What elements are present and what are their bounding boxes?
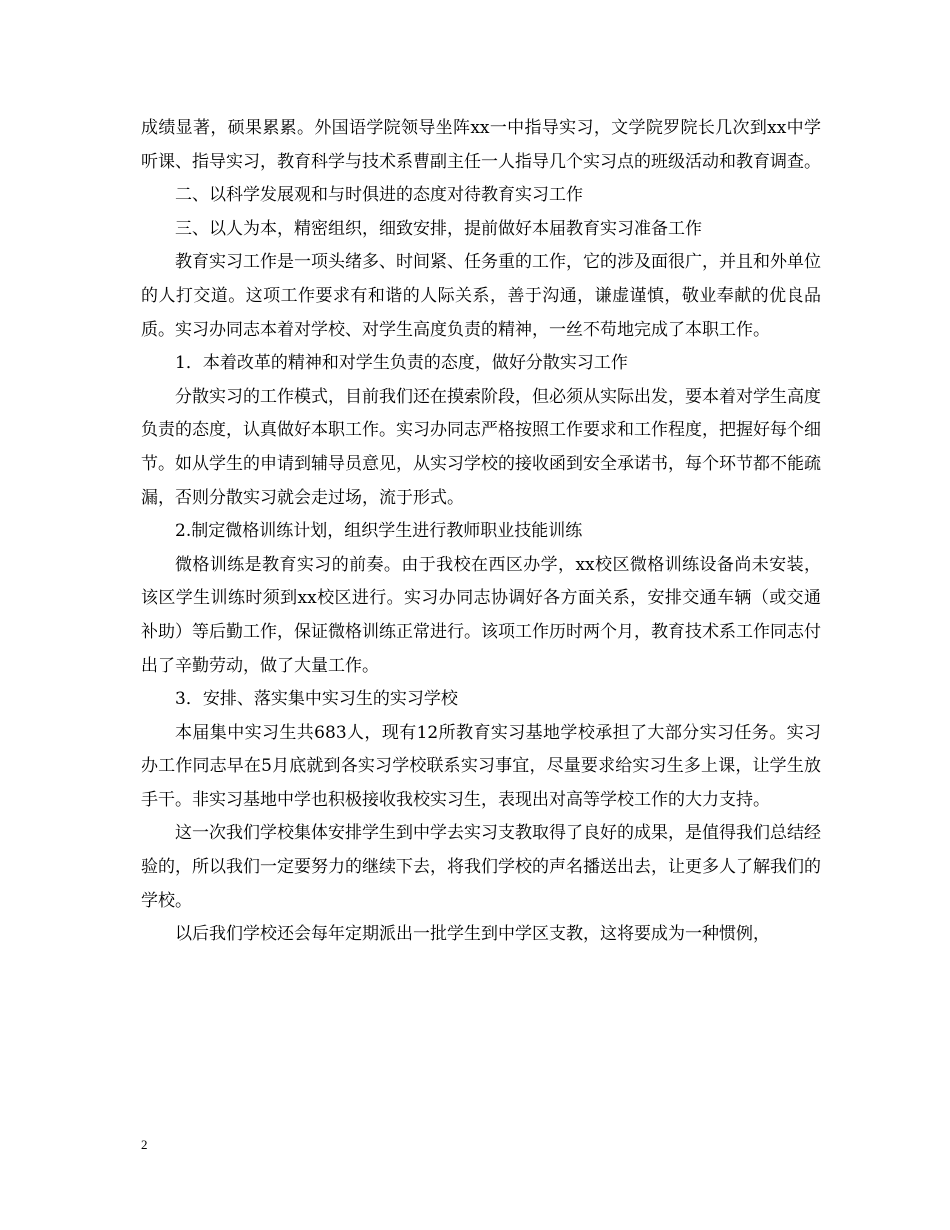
heading-section-2: 二、以科学发展观和与时俱进的态度对待教育实习工作 xyxy=(175,185,583,206)
subheading-1: 1．本着改革的精神和对学生负责的态度，做好分散实习工作 xyxy=(175,353,628,374)
paragraph-centralized-practice: 本届集中实习生共683人，现有12所教育实习基地学校承担了大部分实习任务。实习办工作同志早在5月底就到各实习学校联系实习事宜，尽量要求给实习生多上课，让学生放手干。非实习基地中学也积极接收我校实习生，表现出对高等学校工作的大力支持。 xyxy=(141,722,821,810)
paragraph-intro: 教育实习工作是一项头绪多、时间紧、任务重的工作，它的涉及面很广，并且和外单位的人打交道。这项工作要求有和谐的人际关系，善于沟通，谦虚谨慎，敬业奉献的优良品质。实习办同志本着对学校、对学生高度负责的精神，一丝不苟地完成了本职工作。 xyxy=(141,252,821,340)
paragraph-future: 以后我们学校还会每年定期派出一批学生到中学区支教，这将要成为一种惯例， xyxy=(175,924,770,945)
paragraph-summary: 这一次我们学校集体安排学生到中学去实习支教取得了良好的成果，是值得我们总结经验的，所以我们一定要努力的继续下去，将我们学校的声名播送出去，让更多人了解我们的学校。 xyxy=(141,823,821,911)
paragraph-microteaching: 微格训练是教育实习的前奏。由于我校在西区办学，xx校区微格训练设备尚未安装，该区学生训练时须到xx校区进行。实习办同志协调好各方面关系，安排交通车辆（或交通补助）等后勤工作，保证微格训练正常进行。该项工作历时两个月，教育技术系工作同志付出了辛勤劳动，做了大量工作。 xyxy=(141,554,821,676)
subheading-2: 2.制定微格训练计划，组织学生进行教师职业技能训练 xyxy=(175,521,583,542)
heading-section-3: 三、以人为本，精密组织，细致安排，提前做好本届教育实习准备工作 xyxy=(175,218,702,239)
subheading-3: 3．安排、落实集中实习生的实习学校 xyxy=(175,689,458,710)
paragraph-dispersed-practice: 分散实习的工作模式，目前我们还在摸索阶段，但必须从实际出发，要本着对学生高度负责的态度，认真做好本职工作。实习办同志严格按照工作要求和工作程度，把握好每个细节。如从学生的申请到辅导员意见，从实习学校的接收函到安全承诺书，每个环节都不能疏漏，否则分散实习就会走过场，流于形式。 xyxy=(141,386,821,508)
body-text xyxy=(141,112,821,952)
page-number: 2 xyxy=(141,1137,148,1152)
paragraph-1: 成绩显著，硕果累累。外国语学院领导坐阵xx一中指导实习，文学院罗院长几次到xx中学听课、指导实习，教育科学与技术系曹副主任一人指导几个实习点的班级活动和教育调查。 xyxy=(141,118,821,172)
